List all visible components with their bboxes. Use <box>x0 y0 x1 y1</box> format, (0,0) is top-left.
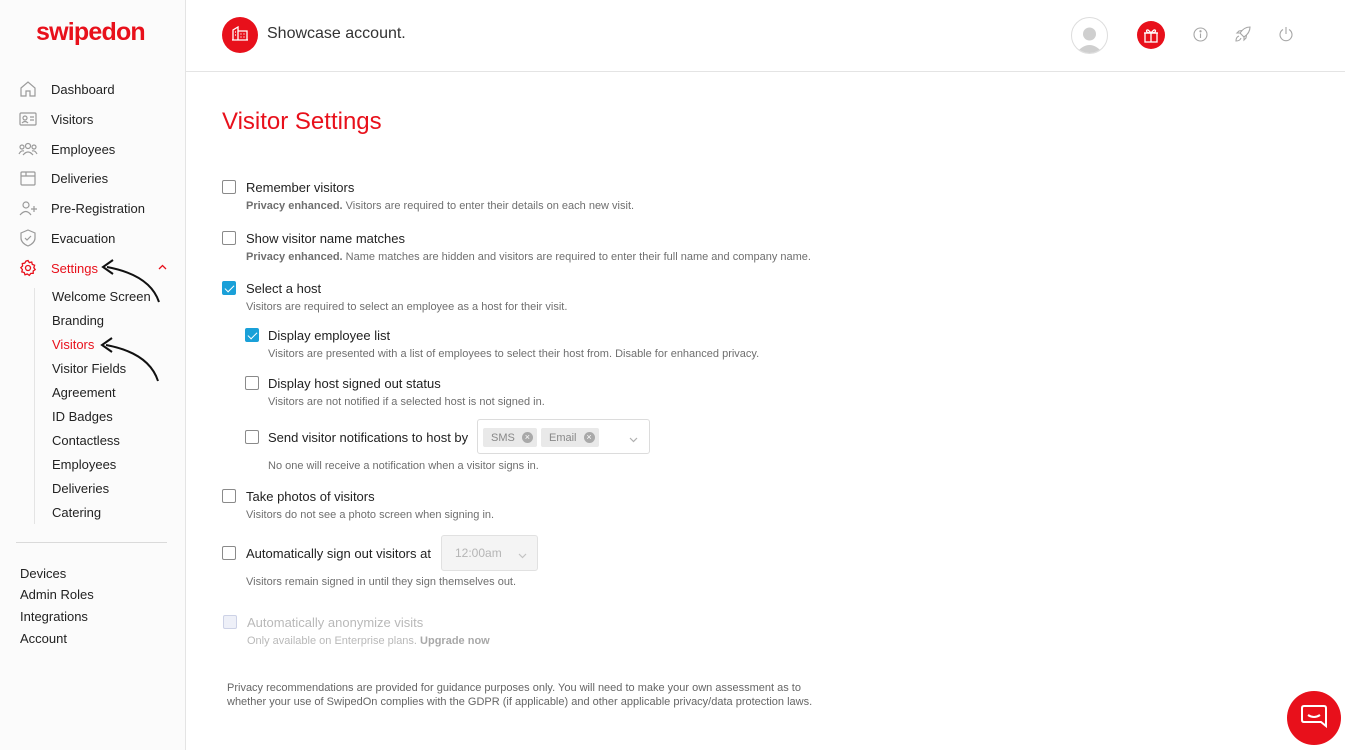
sidebar-item-label: Pre-Registration <box>51 200 145 216</box>
sidebar-item-label: Evacuation <box>51 230 116 246</box>
display-host-signed-out-checkbox[interactable] <box>245 376 259 390</box>
chat-launcher-button[interactable] <box>1287 691 1341 745</box>
chat-icon <box>1300 703 1328 734</box>
sidebar-sub-catering[interactable]: Catering <box>52 505 102 520</box>
submenu-guide-line <box>34 288 35 524</box>
select-host-label[interactable]: Select a host <box>246 281 322 296</box>
sidebar-item-dashboard[interactable] <box>18 77 178 101</box>
sidebar-item-deliveries[interactable] <box>18 166 178 190</box>
show-name-matches-label[interactable]: Show visitor name matches <box>246 231 405 246</box>
remember-visitors-label[interactable]: Remember visitors <box>246 180 355 195</box>
top-header <box>186 0 1345 72</box>
sidebar-sub-agreement[interactable]: Agreement <box>52 385 116 400</box>
upgrade-now-link[interactable]: Upgrade now <box>420 635 490 647</box>
sidebar-item-employees[interactable] <box>18 137 178 161</box>
account-name[interactable]: Showcase account. <box>267 25 406 42</box>
info-icon[interactable] <box>1192 26 1208 42</box>
avatar[interactable] <box>1071 17 1108 54</box>
sidebar-sub-id-badges[interactable]: ID Badges <box>52 409 113 424</box>
sign-out-time-value: 12:00am <box>455 546 502 560</box>
gear-icon <box>18 258 38 278</box>
tag-label: SMS <box>491 431 515 444</box>
sidebar-item-integrations[interactable]: Integrations <box>20 609 88 624</box>
auto-sign-out-desc: Visitors remain signed in until they sign themselves out. <box>246 576 517 588</box>
select-host-desc: Visitors are required to select an employee as a host for their visit. <box>246 301 568 313</box>
sidebar-item-account[interactable]: Account <box>20 631 67 646</box>
send-notifications-desc: No one will receive a notification when a visitor signs in. <box>268 460 539 472</box>
sidebar-sub-welcome-screen[interactable]: Welcome Screen <box>52 289 151 304</box>
anonymize-checkbox <box>223 615 237 629</box>
sidebar-sub-deliveries[interactable]: Deliveries <box>52 481 110 496</box>
tag-sms[interactable] <box>483 428 537 447</box>
chevron-down-icon <box>517 548 528 566</box>
display-employee-list-checkbox[interactable] <box>245 328 259 342</box>
building-icon <box>231 25 249 46</box>
id-card-icon <box>18 109 38 129</box>
sidebar-sub-visitors[interactable]: Visitors <box>52 337 95 352</box>
sidebar-item-admin-roles[interactable]: Admin Roles <box>20 587 94 602</box>
anonymize-label: Automatically anonymize visits <box>247 615 424 630</box>
chevron-down-icon[interactable] <box>628 432 639 450</box>
sidebar-item-devices[interactable]: Devices <box>20 566 67 581</box>
gift-icon[interactable] <box>1137 21 1165 49</box>
remember-visitors-desc-text: Visitors are required to enter their details on each new visit. <box>345 200 635 212</box>
sidebar-divider <box>16 542 167 543</box>
add-user-icon <box>18 198 38 218</box>
sidebar-sub-employees[interactable]: Employees <box>52 457 117 472</box>
anonymize-desc <box>247 635 490 647</box>
anonymize-desc-text: Only available on Enterprise plans. <box>247 635 417 647</box>
send-notifications-checkbox[interactable] <box>245 430 259 444</box>
home-icon <box>18 79 38 99</box>
take-photos-label[interactable]: Take photos of visitors <box>246 489 375 504</box>
auto-sign-out-checkbox[interactable] <box>222 546 236 560</box>
auto-sign-out-label[interactable]: Automatically sign out visitors at <box>246 546 431 561</box>
display-host-signed-out-desc: Visitors are not notified if a selected host is not signed in. <box>268 396 545 408</box>
sidebar-sub-contactless[interactable]: Contactless <box>52 433 120 448</box>
sidebar-item-label: Settings <box>51 260 98 276</box>
show-name-matches-desc-text: Name matches are hidden and visitors are required to enter their full name and company name. <box>345 251 811 263</box>
remember-visitors-checkbox[interactable] <box>222 180 236 194</box>
remember-visitors-desc <box>246 200 634 212</box>
display-employee-list-label[interactable]: Display employee list <box>268 328 391 343</box>
sign-out-time-select[interactable] <box>441 535 538 571</box>
show-name-matches-checkbox[interactable] <box>222 231 236 245</box>
shield-icon <box>18 228 38 248</box>
sidebar <box>0 0 186 750</box>
sidebar-item-label: Dashboard <box>51 81 115 97</box>
send-notifications-label[interactable]: Send visitor notifications to host by <box>268 430 469 445</box>
sidebar-item-label: Deliveries <box>51 170 109 186</box>
select-host-checkbox[interactable] <box>222 281 236 295</box>
sidebar-sub-branding[interactable]: Branding <box>52 313 105 328</box>
swipedon-logo[interactable]: swipedon <box>36 18 145 46</box>
rocket-icon[interactable] <box>1235 26 1251 42</box>
display-employee-list-desc: Visitors are presented with a list of employees to select their host from. Disable for enhanced privacy. <box>268 348 760 360</box>
sidebar-item-settings[interactable] <box>18 256 178 280</box>
package-icon <box>18 168 38 188</box>
privacy-enhanced-label: Privacy enhanced. <box>246 251 343 263</box>
show-name-matches-desc <box>246 251 811 263</box>
chevron-up-icon[interactable] <box>157 260 168 278</box>
take-photos-checkbox[interactable] <box>222 489 236 503</box>
account-badge[interactable] <box>222 17 258 53</box>
take-photos-desc: Visitors do not see a photo screen when signing in. <box>246 509 495 521</box>
tag-email[interactable] <box>541 428 599 447</box>
sidebar-item-pre-registration[interactable] <box>18 196 178 220</box>
remove-tag-icon[interactable]: × <box>522 432 533 443</box>
people-icon <box>18 139 38 159</box>
tag-label: Email <box>549 431 577 444</box>
display-host-signed-out-label[interactable]: Display host signed out status <box>268 376 441 391</box>
sidebar-item-label: Employees <box>51 141 116 157</box>
remove-tag-icon[interactable]: × <box>584 432 595 443</box>
notification-method-select[interactable] <box>477 419 650 454</box>
sidebar-item-visitors[interactable] <box>18 107 178 131</box>
page-title: Visitor Settings <box>222 108 382 135</box>
privacy-footnote: Privacy recommendations are provided for guidance purposes only. You will need to make your own assessment as to whether your use of SwipedOn complies with the GDPR (if applicable) and other applicable privacy/data protection laws. <box>227 682 813 708</box>
privacy-enhanced-label: Privacy enhanced. <box>246 200 343 212</box>
sidebar-sub-visitor-fields[interactable]: Visitor Fields <box>52 361 127 376</box>
power-icon[interactable] <box>1278 26 1294 42</box>
sidebar-item-label: Visitors <box>51 111 94 127</box>
sidebar-item-evacuation[interactable] <box>18 226 178 250</box>
